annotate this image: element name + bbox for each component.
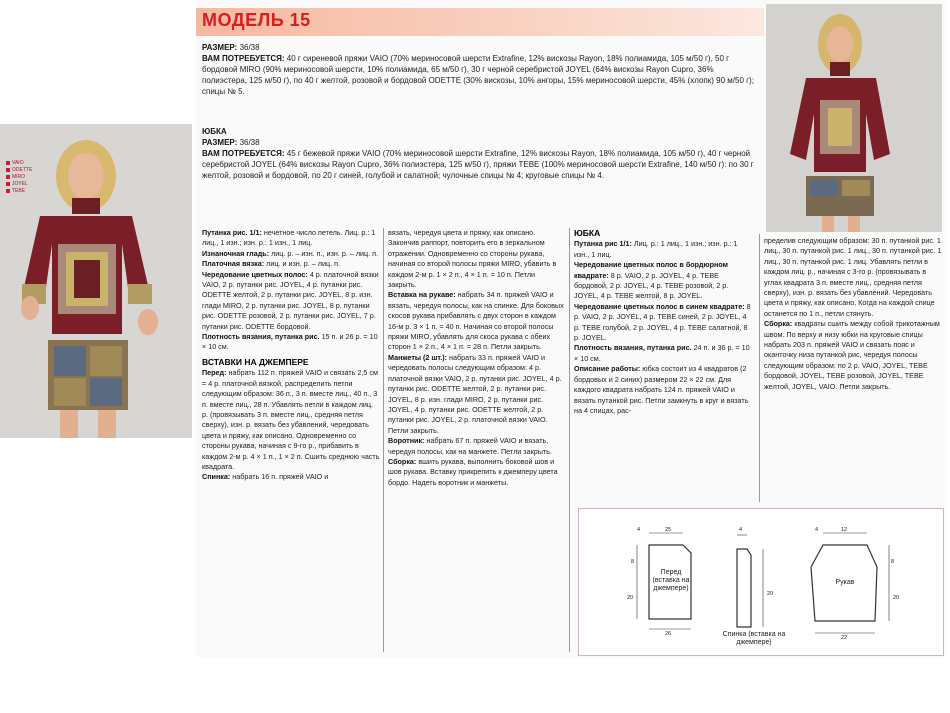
back-piece-label: Спинка (вставка на джемпере): [722, 631, 786, 646]
yarn-color-legend: [6, 160, 32, 195]
size-value: 36/38: [239, 43, 260, 52]
pattern-heading: Путанка рис 1/1:: [574, 239, 632, 249]
column-divider: [569, 228, 570, 652]
pattern-text: 15 п. и 26 р. = 10 × 10 см.: [202, 332, 378, 352]
legend-item: ODETTE: [6, 167, 32, 174]
dimension-label: 8: [891, 559, 895, 565]
pattern-heading: Платочная вязка:: [202, 259, 265, 269]
skirt-section-label: ЮБКА: [202, 127, 227, 136]
instructions-column-2: [388, 228, 564, 488]
pattern-text: набрать 112 п. пряжей VAIO и связать 2,5 см = 4 р. платочной вязкой, распределить петли следующим образом: 36 п., 3 п. вместе лиц., 40 п., 3 п. вместе лиц., 28 п. Убавлять петли в каждом лиц. р. (провязывать 3 п. вместе лиц., средняя петля сверху), изн. р. вязать без убавлений, чередовать цвета и пряжу, как описано. Одновременно со стороны рукава, начиная с 9-го р., прибавить в каждом 2-м р. 4 × 1 п., 1 × 2 п. Сшить среднюю часть квадрата.: [202, 368, 380, 471]
pattern-heading: Сборка:: [764, 319, 793, 329]
magazine-page: [196, 0, 946, 657]
instructions-column-4: [764, 236, 942, 392]
page-title: МОДЕЛЬ 15: [202, 10, 311, 30]
front-piece-label: Перед (вставка на джемпере): [652, 569, 690, 592]
instructions-column-3: [574, 228, 754, 416]
dimension-label: 12: [841, 527, 848, 533]
section-heading: ЮБКА: [574, 228, 601, 238]
model-photo-small: [0, 124, 192, 438]
pattern-heading: Манжеты (2 шт.):: [388, 352, 448, 362]
dimension-label: 25: [665, 527, 672, 533]
dimension-label: 4: [815, 527, 819, 533]
column-divider: [383, 228, 384, 652]
pattern-heading: Чередование цветных полос:: [202, 269, 308, 279]
pattern-text: квадраты сшить между собой трикотажным швом. По верху и низу юбки на круговые спицы набрать 203 п. пряжей VAIO и связать пояс и оканточку низа путанкой рис, чередуя полосы следующим образом: по 2 р. VAIO, JOYEL, TEBE бордовой, JOYEL, TEBE розовой, JOYEL, TEBE желтой, JOYEL, VAIO. Петли закрыть.: [764, 319, 940, 391]
dimension-label: 20: [627, 595, 634, 601]
dimension-label: 4: [637, 527, 641, 533]
pattern-text: набрать 67 п. пряжей VAIO и вязать, чередуя полосы, как на манжете. Петли закрыть.: [388, 436, 552, 456]
pattern-text: юбка состоит из 4 квадратов (2 бордовых и 2 синих) размером 22 × 22 см. Для каждого квадрата набрать 124 п. пряжей VAIO и вязать путанкой рис. Петли замкнуть в круг и вязать на 4 спицах, рас-: [574, 364, 749, 415]
pattern-text: лиц. и изн. р. – лиц. п.: [266, 259, 340, 269]
pattern-heading: Плотность вязания, путанка рис.: [574, 343, 692, 353]
pattern-heading: Чередование цветных полос в бордюрном квадрате:: [574, 260, 728, 280]
size-label: РАЗМЕР:: [202, 138, 238, 147]
model-photo-large: [766, 4, 942, 232]
pattern-text: набрать 34 п. пряжей VAIO и вязать, чередуя полосы, как на спинке. Для боковых скосов рукава прибавлять с двух сторон в каждом 16-м р. 3 × 1 п. = 40 п. Начиная со второй полосы пряжи MIRO, убавлять для скоса рукава с обеих сторон 1 × 2 п., 4 × 1 п. = 28 п. Петли закрыть.: [388, 290, 564, 352]
pattern-heading: Путанка рис. 1/1:: [202, 228, 262, 237]
pattern-text: нечетное число петель. Лиц. р.: 1 лиц., 1 изн.; изн. р.: 1 изн., 1 лиц.: [202, 228, 376, 248]
materials-label: ВАМ ПОТРЕБУЕТСЯ:: [202, 149, 285, 158]
dimension-label: 22: [841, 635, 848, 641]
pattern-heading: Перед:: [202, 368, 227, 378]
legend-item: MIRO: [6, 174, 32, 181]
dimension-label: 4: [739, 527, 743, 533]
pattern-heading: Плотность вязания, путанка рис.: [202, 332, 320, 342]
pattern-text: вязать, чередуя цвета и пряжу, как описано. Закончив раппорт, повторить его в зеркальном отражении. Одновременно со стороны рукава, начиная со второй полосы пряжи MIRO, убавить в каждом 2-м р. 1 × 2 п., 4 × 1 п. = 10 п. Петли закрыть.: [388, 228, 557, 290]
column-divider: [759, 234, 760, 502]
pattern-heading: Чередование цветных полос в синем квадрате:: [574, 301, 745, 311]
pattern-heading: Воротник:: [388, 436, 425, 446]
pattern-heading: Изнаночная гладь:: [202, 248, 270, 258]
skirt-materials: [202, 126, 760, 181]
dimension-label: 20: [893, 595, 900, 601]
sweater-materials: [202, 42, 760, 97]
pattern-text: лиц. р. – изн. п., изн. р. – лиц. п.: [271, 248, 379, 258]
pattern-heading: Вставка на рукаве:: [388, 290, 456, 300]
materials-text: 45 г бежевой пряжи VAIO (70% мериносовой шерсти Extrafine, 12% вискозы Rayon, 18% полиамида, 105 м/50 г), 40 г черной серебристой JOYEL (64% вискозы Rayon Cupro, 36% полиэстера, 125 м/50 г), пряжи TEBE (100% мериносовой шерсти Extrafine, 140 м/50 г): по 30 г желтой, розовой и бордовой, по 20 г синей, голубой и салатной; чулочные спицы № 4; круговые спицы № 4.: [202, 149, 754, 180]
section-heading: ВСТАВКИ НА ДЖЕМПЕРЕ: [202, 356, 309, 367]
materials-text: 40 г сиреневой пряжи VAIO (70% мериносовой шерсти Extrafine, 12% вискозы Rayon, 18% полиамида, 105 м/50 г), 50 г бордовой MIRO (90% мериносовой шерсти, 10% полиамида, 65 м/50 г), 30 г черной серебристой JOYEL (64% вискозы Rayon Cupro, 36% полиэстера, 125 м/50 г), по 40 г желтой, розовой и бордовой ODETTE (30% вискозы, 10% ангоры, 15% мериносовой шерсти, 45% (хлопк) 90 м/50 г); спицы № 5.: [202, 54, 754, 96]
pattern-text: пределив следующим образом: 30 п. путанкой рис. 1 лиц., 30 п. путанкой рис. 1 лиц., 30 п. путанкой рис. 1 лиц., 30 п. путанкой рис. 1 лиц. Убавлять петли в каждом лиц. р., начиная с 3-го р. (провязывать в углах квадрата 3 п. вместе лиц., средняя петля сверху), изн. р. вязать без убавлений. Чередовать цвета и пряжу, как описано. Когда на каждой спице останется по 1 п., петли стянуть.: [764, 236, 942, 318]
pattern-text: набрать 33 п. пряжей VAIO и чередовать полосы следующим образом: 4 р. платочной вязки VAIO, 2 р. путанки рис. JOYEL, 4 р. путанки рис. ODETTE желтой, 2 р. путанки рис. JOYEL, 8 р. изн. глади MIRO, 2 р. путанки рис. JOYEL, 4 р. путанки рис. ODETTE желтой, 2 р. путанки рис. JOYEL, 2 р. платочной вязки VAIO. Петли закрыть.: [388, 352, 562, 435]
pattern-schematic: [578, 508, 944, 656]
pattern-heading: Описание работы:: [574, 364, 641, 374]
legend-item: VAIO: [6, 160, 32, 167]
dimension-label: 26: [665, 631, 672, 637]
legend-item: JOYEL: [6, 181, 32, 188]
pattern-text: 8 р. VAIO, 2 р. JOYEL, 4 р. TEBE синей, 2 р. JOYEL, 4 р. TEBE голубой, 2 р. JOYEL, 4 р. TEBE салатной, 8 р. JOYEL.: [574, 301, 751, 343]
materials-label: ВАМ ПОТРЕБУЕТСЯ:: [202, 54, 285, 63]
pattern-text: 8 р. VAIO, 2 р. JOYEL, 4 р. TEBE бордовой, 2 р. JOYEL, 4 р. TEBE розовой, 2 р. JOYEL, 4 р. TEBE желтой, 8 р. JOYEL.: [574, 270, 729, 301]
pattern-heading: Сборка:: [388, 456, 417, 466]
size-value: 36/38: [239, 138, 260, 147]
model-illustration-large: [766, 4, 942, 232]
pattern-text: Лиц. р.: 1 лиц., 1 изн.; изн. р.: 1 изн., 1 лиц.: [574, 239, 738, 259]
sleeve-piece-label: Рукав: [835, 579, 855, 586]
dimension-label: 8: [631, 559, 635, 565]
pattern-text: 4 р. платочной вязки VAIO, 2 р. путанки рис. JOYEL, 4 р. путанки рис. ODETTE желтой, 2 р. путанки рис. JOYEL, 8 р. изн. глади MIRO, 2 р. путанки рис. JOYEL, 8 р. путанки рис. ODETTE розовой, 2 р. путанки рис. JOYEL, 7 р. путанки рис. ODETTE бордовой.: [202, 269, 379, 331]
pattern-text: 24 п. и 36 р. = 10 × 10 см.: [574, 343, 750, 363]
size-label: РАЗМЕР:: [202, 43, 238, 52]
legend-item: TEBE: [6, 188, 32, 195]
pattern-text: набрать 16 п. пряжей VAIO и: [232, 472, 329, 482]
pattern-heading: Спинка:: [202, 472, 231, 482]
instructions-column-1: [202, 228, 380, 483]
pattern-text: вшить рукава, выполнить боковой шов и шов рукава. Вставку прикрепить к джемперу цвета бордо. Надеть воротник и манжеты.: [388, 456, 558, 487]
dimension-label: 20: [767, 591, 774, 597]
